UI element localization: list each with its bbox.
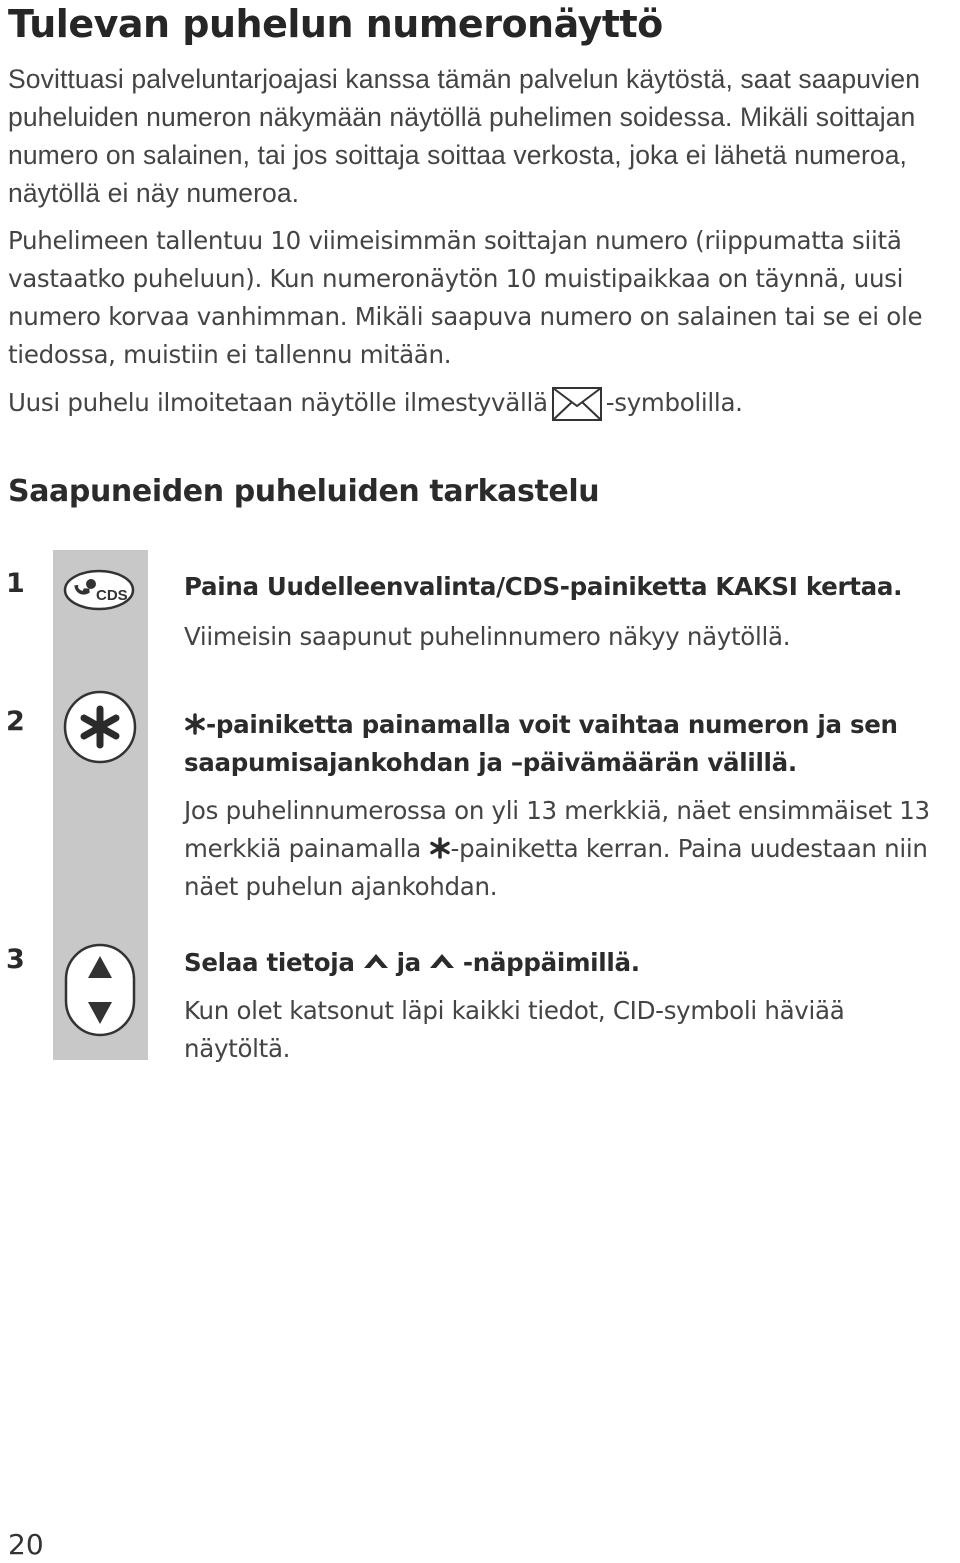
page-number: 20 xyxy=(8,1528,44,1561)
cds-key-label: CDS xyxy=(96,587,128,604)
step-2-instruction-text: -painiketta painamalla voit vaihtaa numeron ja sen saapumisajankohdan ja –päivämäärän välillä. xyxy=(184,710,898,777)
step-2-note-start: Jos puhelinnumerossa on yli 13 merkkiä, näet ensimmäiset 13 merkkiä painamalla xyxy=(184,796,930,863)
star-icon xyxy=(429,837,451,859)
section-title: Saapuneiden puheluiden tarkastelu xyxy=(8,474,600,509)
intro-paragraph-3-end: -symbolilla. xyxy=(605,388,743,417)
step-1-note: Viimeisin saapunut puhelinnumero näkyy näytöllä. xyxy=(184,622,791,651)
step-1-number: 1 xyxy=(6,568,25,599)
step-3-number: 3 xyxy=(6,944,25,975)
intro-paragraph-1: Sovittuasi palveluntarjoajasi kanssa tämän palvelun käytöstä, saat saapuvien puheluiden numeron näkymään näytöllä puhelimen soidessa. Mikäli soittajan numero on salainen, tai jos soittaja soittaa verkosta, joka ei lähetä numeroa, näytöllä ei näy numeroa. xyxy=(8,64,921,208)
envelope-icon xyxy=(552,387,602,421)
step-3-text xyxy=(184,944,954,1068)
step-2-number: 2 xyxy=(6,706,25,737)
step-2-note-end: -painiketta kerran. Paina uudestaan niin näet puhelun ajankohdan. xyxy=(184,834,928,901)
up-down-key-icon xyxy=(62,942,138,1038)
step-3-instruction-end: -näppäimillä. xyxy=(462,948,640,977)
step-2-note xyxy=(184,792,954,906)
intro-paragraph-3-start: Uusi puhelu ilmoitetaan näytölle ilmestyvällä xyxy=(8,388,548,417)
step-2-text xyxy=(184,706,954,906)
star-key-icon xyxy=(62,689,138,765)
step-3-note: Kun olet katsonut läpi kaikki tiedot, CID-symboli häviää näytöltä. xyxy=(184,996,845,1063)
step-1-instruction: Paina Uudelleenvalinta/CDS-painiketta KAKSI kertaa. xyxy=(184,572,903,601)
redial-cds-key-icon xyxy=(62,567,138,613)
up-arrow-icon xyxy=(427,949,457,971)
intro-paragraph-3 xyxy=(8,384,953,422)
step-1-text xyxy=(184,568,954,656)
step-3-instruction-start: Selaa tietoja xyxy=(184,948,355,977)
step-3-instruction-mid: ja xyxy=(396,948,421,977)
star-icon xyxy=(184,713,206,735)
up-arrow-icon xyxy=(361,949,391,971)
page-title: Tulevan puhelun numeronäyttö xyxy=(8,2,663,46)
intro-text xyxy=(8,60,953,422)
intro-paragraph-2: Puhelimeen tallentuu 10 viimeisimmän soittajan numero (riippumatta siitä vastaatko puheluun). Kun numeronäytön 10 muistipaikkaa on täynnä, uusi numero korvaa vanhimman. Mikäli saapuva numero on salainen tai se ei ole tiedossa, muistiin ei tallennu mitään. xyxy=(8,226,923,369)
step-2-instruction xyxy=(184,706,954,782)
step-3-instruction xyxy=(184,944,954,982)
